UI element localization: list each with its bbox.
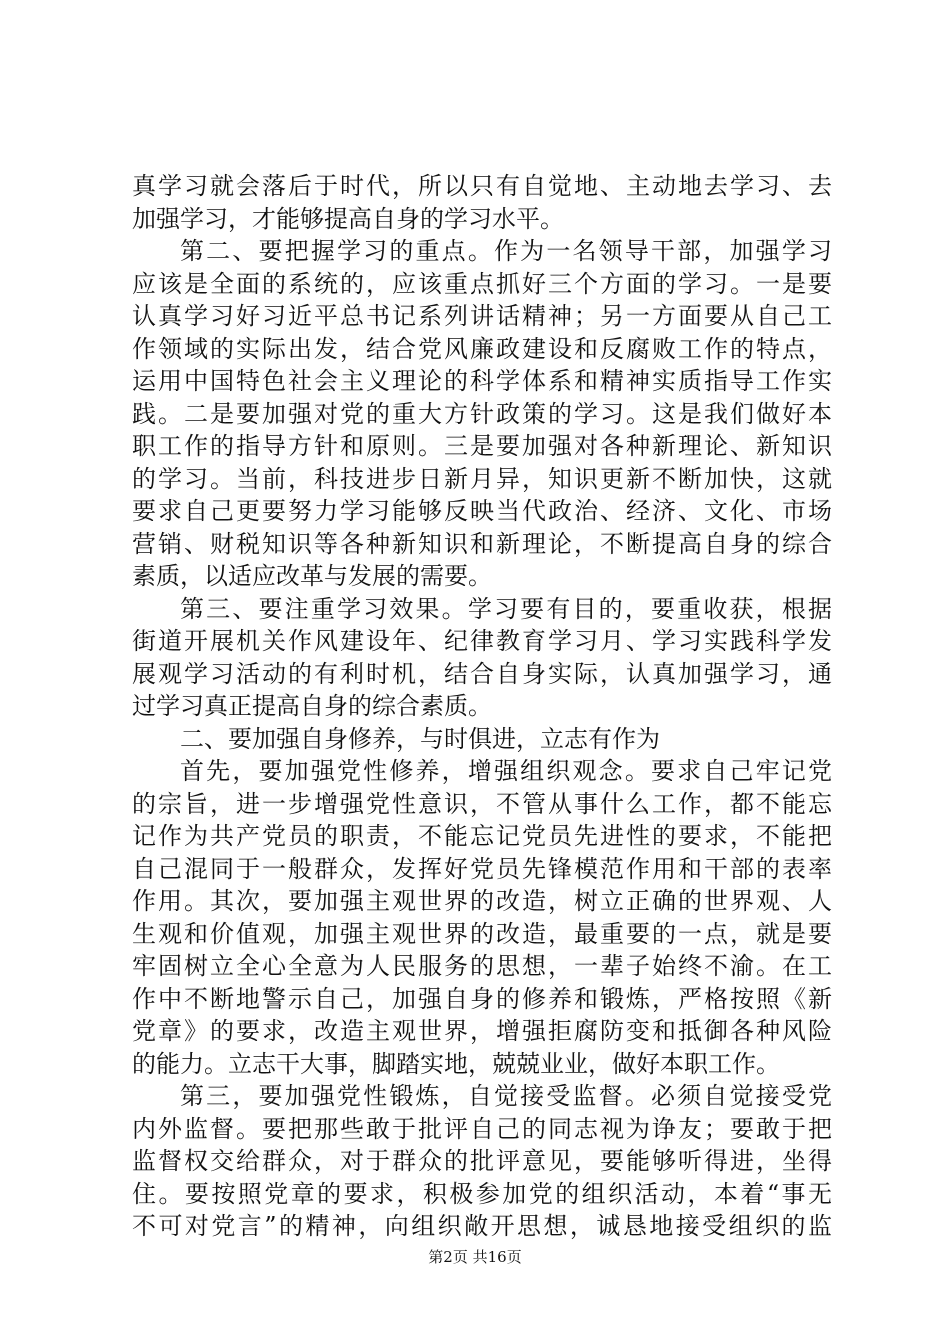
text-line: 街道开展机关作风建设年、纪律教育学习月、学习实践科学发 — [132, 627, 832, 655]
text-line: 认真学习好习近平总书记系列讲话精神；另一方面要从自己工 — [132, 302, 832, 330]
text-line: 素质，以适应改革与发展的需要。 — [132, 562, 492, 590]
text-line: 不可对党言”的精神，向组织敞开思想，诚恳地接受组织的监 — [132, 1212, 832, 1240]
document-body — [132, 170, 832, 1243]
text-line: 真学习就会落后于时代，所以只有自觉地、主动地去学习、去 — [132, 172, 832, 200]
text-line: 应该是全面的系统的，应该重点抓好三个方面的学习。一是要 — [132, 269, 832, 298]
text-line: 运用中国特色社会主义理论的科学体系和精神实质指导工作实 — [132, 367, 832, 395]
text-line: 第二、要把握学习的重点。作为一名领导干部，加强学习 — [180, 237, 832, 265]
text-line: 营销、财税知识等各种新知识和新理论，不断提高自身的综合 — [132, 529, 832, 558]
page-footer: 第2页 共16页 — [428, 1248, 522, 1266]
text-line: 展观学习活动的有利时机，结合自身实际，认真加强学习，通 — [132, 659, 832, 688]
text-line: 过学习真正提高自身的综合素质。 — [132, 692, 492, 720]
text-line: 内外监督。要把那些敢于批评自己的同志视为诤友；要敢于把 — [132, 1114, 832, 1143]
text-line: 职工作的指导方针和原则。三是要加强对各种新理论、新知识 — [132, 432, 832, 460]
text-line: 牢固树立全心全意为人民服务的思想，一辈子始终不渝。在工 — [132, 952, 832, 980]
text-line: 的学习。当前，科技进步日新月异，知识更新不断加快，这就 — [132, 464, 832, 493]
text-line: 作用。其次，要加强主观世界的改造，树立正确的世界观、人 — [132, 887, 832, 915]
text-line: 加强学习，才能够提高自身的学习水平。 — [132, 204, 564, 233]
text-line: 监督权交给群众，对于群众的批评意见，要能够听得进，坐得 — [132, 1147, 832, 1175]
text-line: 党章》的要求，改造主观世界，增强拒腐防变和抵御各种风险 — [132, 1017, 832, 1045]
text-line: 二、要加强自身修养，与时俱进，立志有作为 — [180, 724, 660, 753]
text-line: 践。二是要加强对党的重大方针政策的学习。这是我们做好本 — [132, 399, 832, 428]
text-line: 的宗旨，进一步增强党性意识，不管从事什么工作，都不能忘 — [132, 789, 832, 818]
text-line: 要求自己更要努力学习能够反映当代政治、经济、文化、市场 — [132, 497, 832, 525]
text-line: 首先，要加强党性修养，增强组织观念。要求自己牢记党 — [180, 757, 832, 785]
text-line: 第三，要加强党性锻炼，自觉接受监督。必须自觉接受党 — [180, 1082, 832, 1110]
text-line: 记作为共产党员的职责，不能忘记党员先进性的要求，不能把 — [132, 822, 832, 850]
text-line: 的能力。立志干大事，脚踏实地，兢兢业业，做好本职工作。 — [132, 1049, 780, 1078]
text-line: 生观和价值观，加强主观世界的改造，最重要的一点，就是要 — [132, 919, 832, 948]
text-line: 作中不断地警示自己，加强自身的修养和锻炼，严格按照《新 — [132, 984, 832, 1013]
text-line: 第三、要注重学习效果。学习要有目的，要重收获，根据 — [180, 594, 832, 623]
text-line: 自己混同于一般群众，发挥好党员先锋模范作用和干部的表率 — [132, 854, 832, 883]
text-line: 住。要按照党章的要求，积极参加党的组织活动，本着“事无 — [132, 1179, 832, 1208]
text-line: 作领域的实际出发，结合党风廉政建设和反腐败工作的特点， — [132, 334, 832, 363]
